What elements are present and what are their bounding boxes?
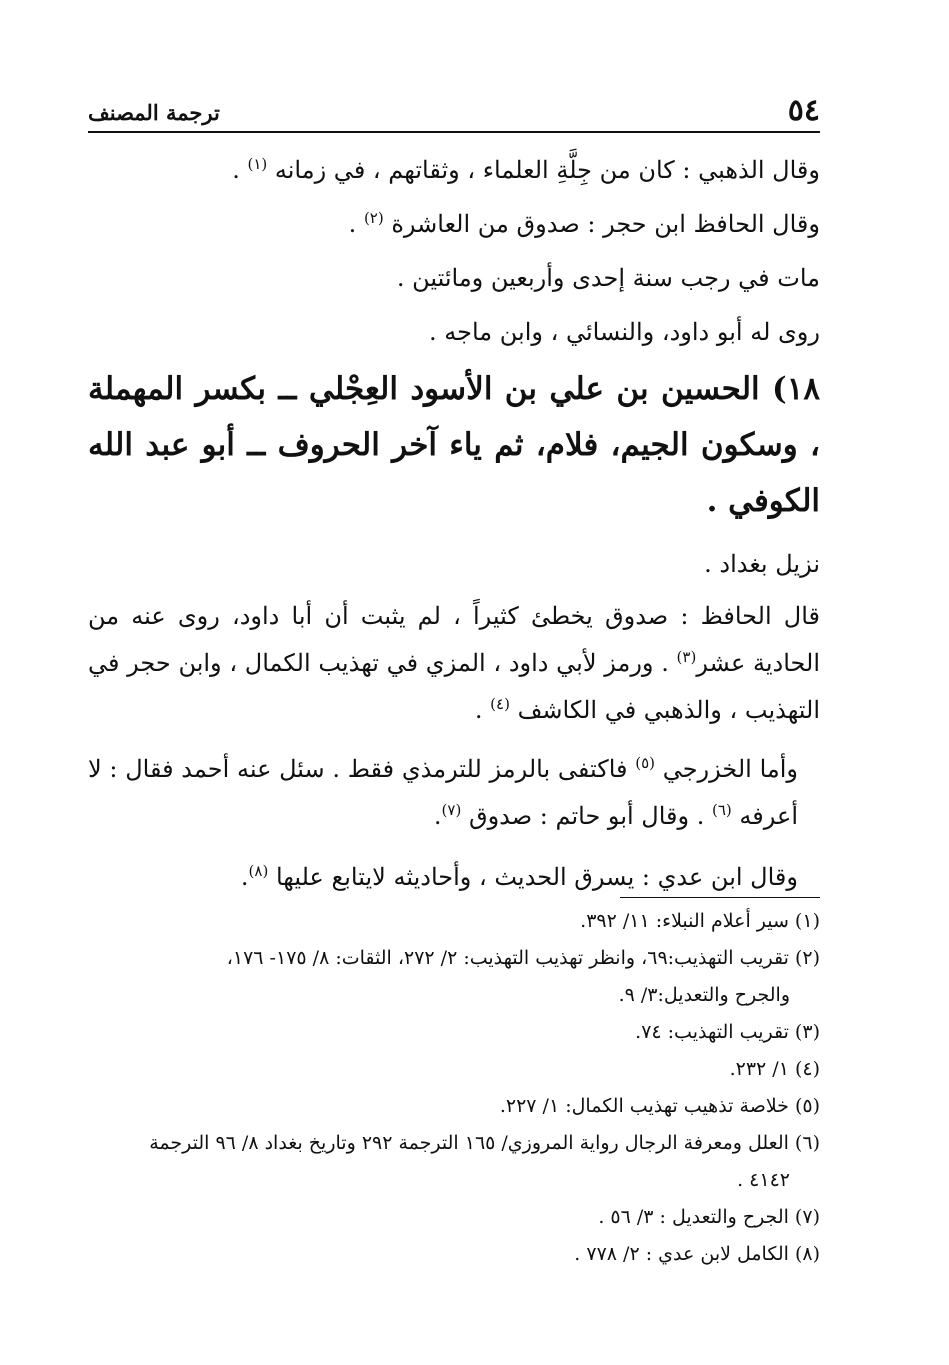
- paragraph-death: مات في رجب سنة إحدى وأربعين ومائتين .: [396, 264, 820, 292]
- footnote-8: (٨) الكامل لابن عدي : ٢/ ٧٧٨ .: [574, 1243, 820, 1265]
- footnote-ref: (٢): [363, 209, 384, 227]
- paragraph-dhahabi: وقال الذهبي : كان من جِلَّةِ العلماء ، وثقاتهم ، في زمانه $^{(١)}$ .: [232, 155, 820, 184]
- footnote-separator: [620, 897, 820, 898]
- footnote-ref: (٨): [248, 862, 269, 880]
- footnote-ref: (٧): [441, 801, 462, 819]
- footnote-ref: (٣): [676, 648, 697, 666]
- main-text: [88, 145, 820, 914]
- footnote-ref: (٦): [712, 801, 732, 819]
- paragraph-hafiz: قال الحافظ : صدوق يخطئ كثيراً ، لم يثبت أن أبا داود، روى عنه من الحادية عشر$^{(٣)}$ . ورمز لأبي داود ، المزي في تهذيب الكمال ، وابن حجر في التهذيب ، والذهبي في الكاشف $^{(٤)}$ .: [88, 602, 821, 724]
- header-rule: [88, 131, 820, 133]
- paragraph-ibn-hajar: وقال الحافظ ابن حجر : صدوق من العاشرة $^{(٢)}$ .: [348, 209, 820, 238]
- footnote-4: (٤) ١/ ٢٣٢.: [729, 1058, 820, 1080]
- footnote-6: (٦) العلل ومعرفة الرجال رواية المروزي/ ١٦٥ الترجمة ٢٩٢ وتاريخ بغداد ٨/ ٩٦ الترجمة ٤١٤٢ .: [149, 1132, 820, 1191]
- running-title: ترجمة المصنف: [88, 100, 220, 125]
- entry-heading: ١٨) الحسين بن علي بن الأسود العِجْلي ــ بكسر المهملة ، وسكون الجيم، فلام، ثم ياء آخر الحروف ــ أبو عبد الله الكوفي .: [88, 371, 820, 519]
- footnote-2: (٢) تقريب التهذيب:٦٩، وانظر تهذيب التهذيب: ٢/ ٢٧٢، الثقات: ٨/ ١٧٥- ١٧٦، والجرح والتعديل:٣/ ٩.: [226, 947, 820, 1006]
- footnote-ref: (٤): [490, 695, 510, 713]
- footnote-ref: (١): [247, 155, 268, 173]
- footnote-7: (٧) الجرح والتعديل : ٣/ ٥٦ .: [598, 1206, 820, 1228]
- paragraph-khazraji: وأما الخزرجي $^{(٥)}$ فاكتفى بالرمز للترمذي فقط . سئل عنه أحمد فقال : لا أعرفه $^{(٦)}$ . وقال أبو حاتم : صدوق $^{(٧)}$.: [88, 754, 798, 830]
- page-number: ٥٤: [787, 93, 820, 128]
- footnote-5: (٥) خلاصة تذهيب تهذيب الكمال: ١/ ٢٢٧.: [499, 1095, 820, 1117]
- page-header: [88, 88, 820, 128]
- paragraph-residence: نزيل بغداد .: [704, 550, 820, 578]
- footnote-1: (١) سير أعلام النبلاء: ١١/ ٣٩٢.: [580, 910, 820, 932]
- footnotes: [88, 903, 820, 1273]
- footnote-3: (٣) تقريب التهذيب: ٧٤.: [635, 1021, 820, 1043]
- paragraph-ibn-adi: وقال ابن عدي : يسرق الحديث ، وأحاديثه لايتابع عليها $^{(٨)}$.: [240, 862, 798, 891]
- paragraph-narrators: روى له أبو داود، والنسائي ، وابن ماجه .: [429, 318, 820, 346]
- footnote-ref: (٥): [635, 754, 655, 772]
